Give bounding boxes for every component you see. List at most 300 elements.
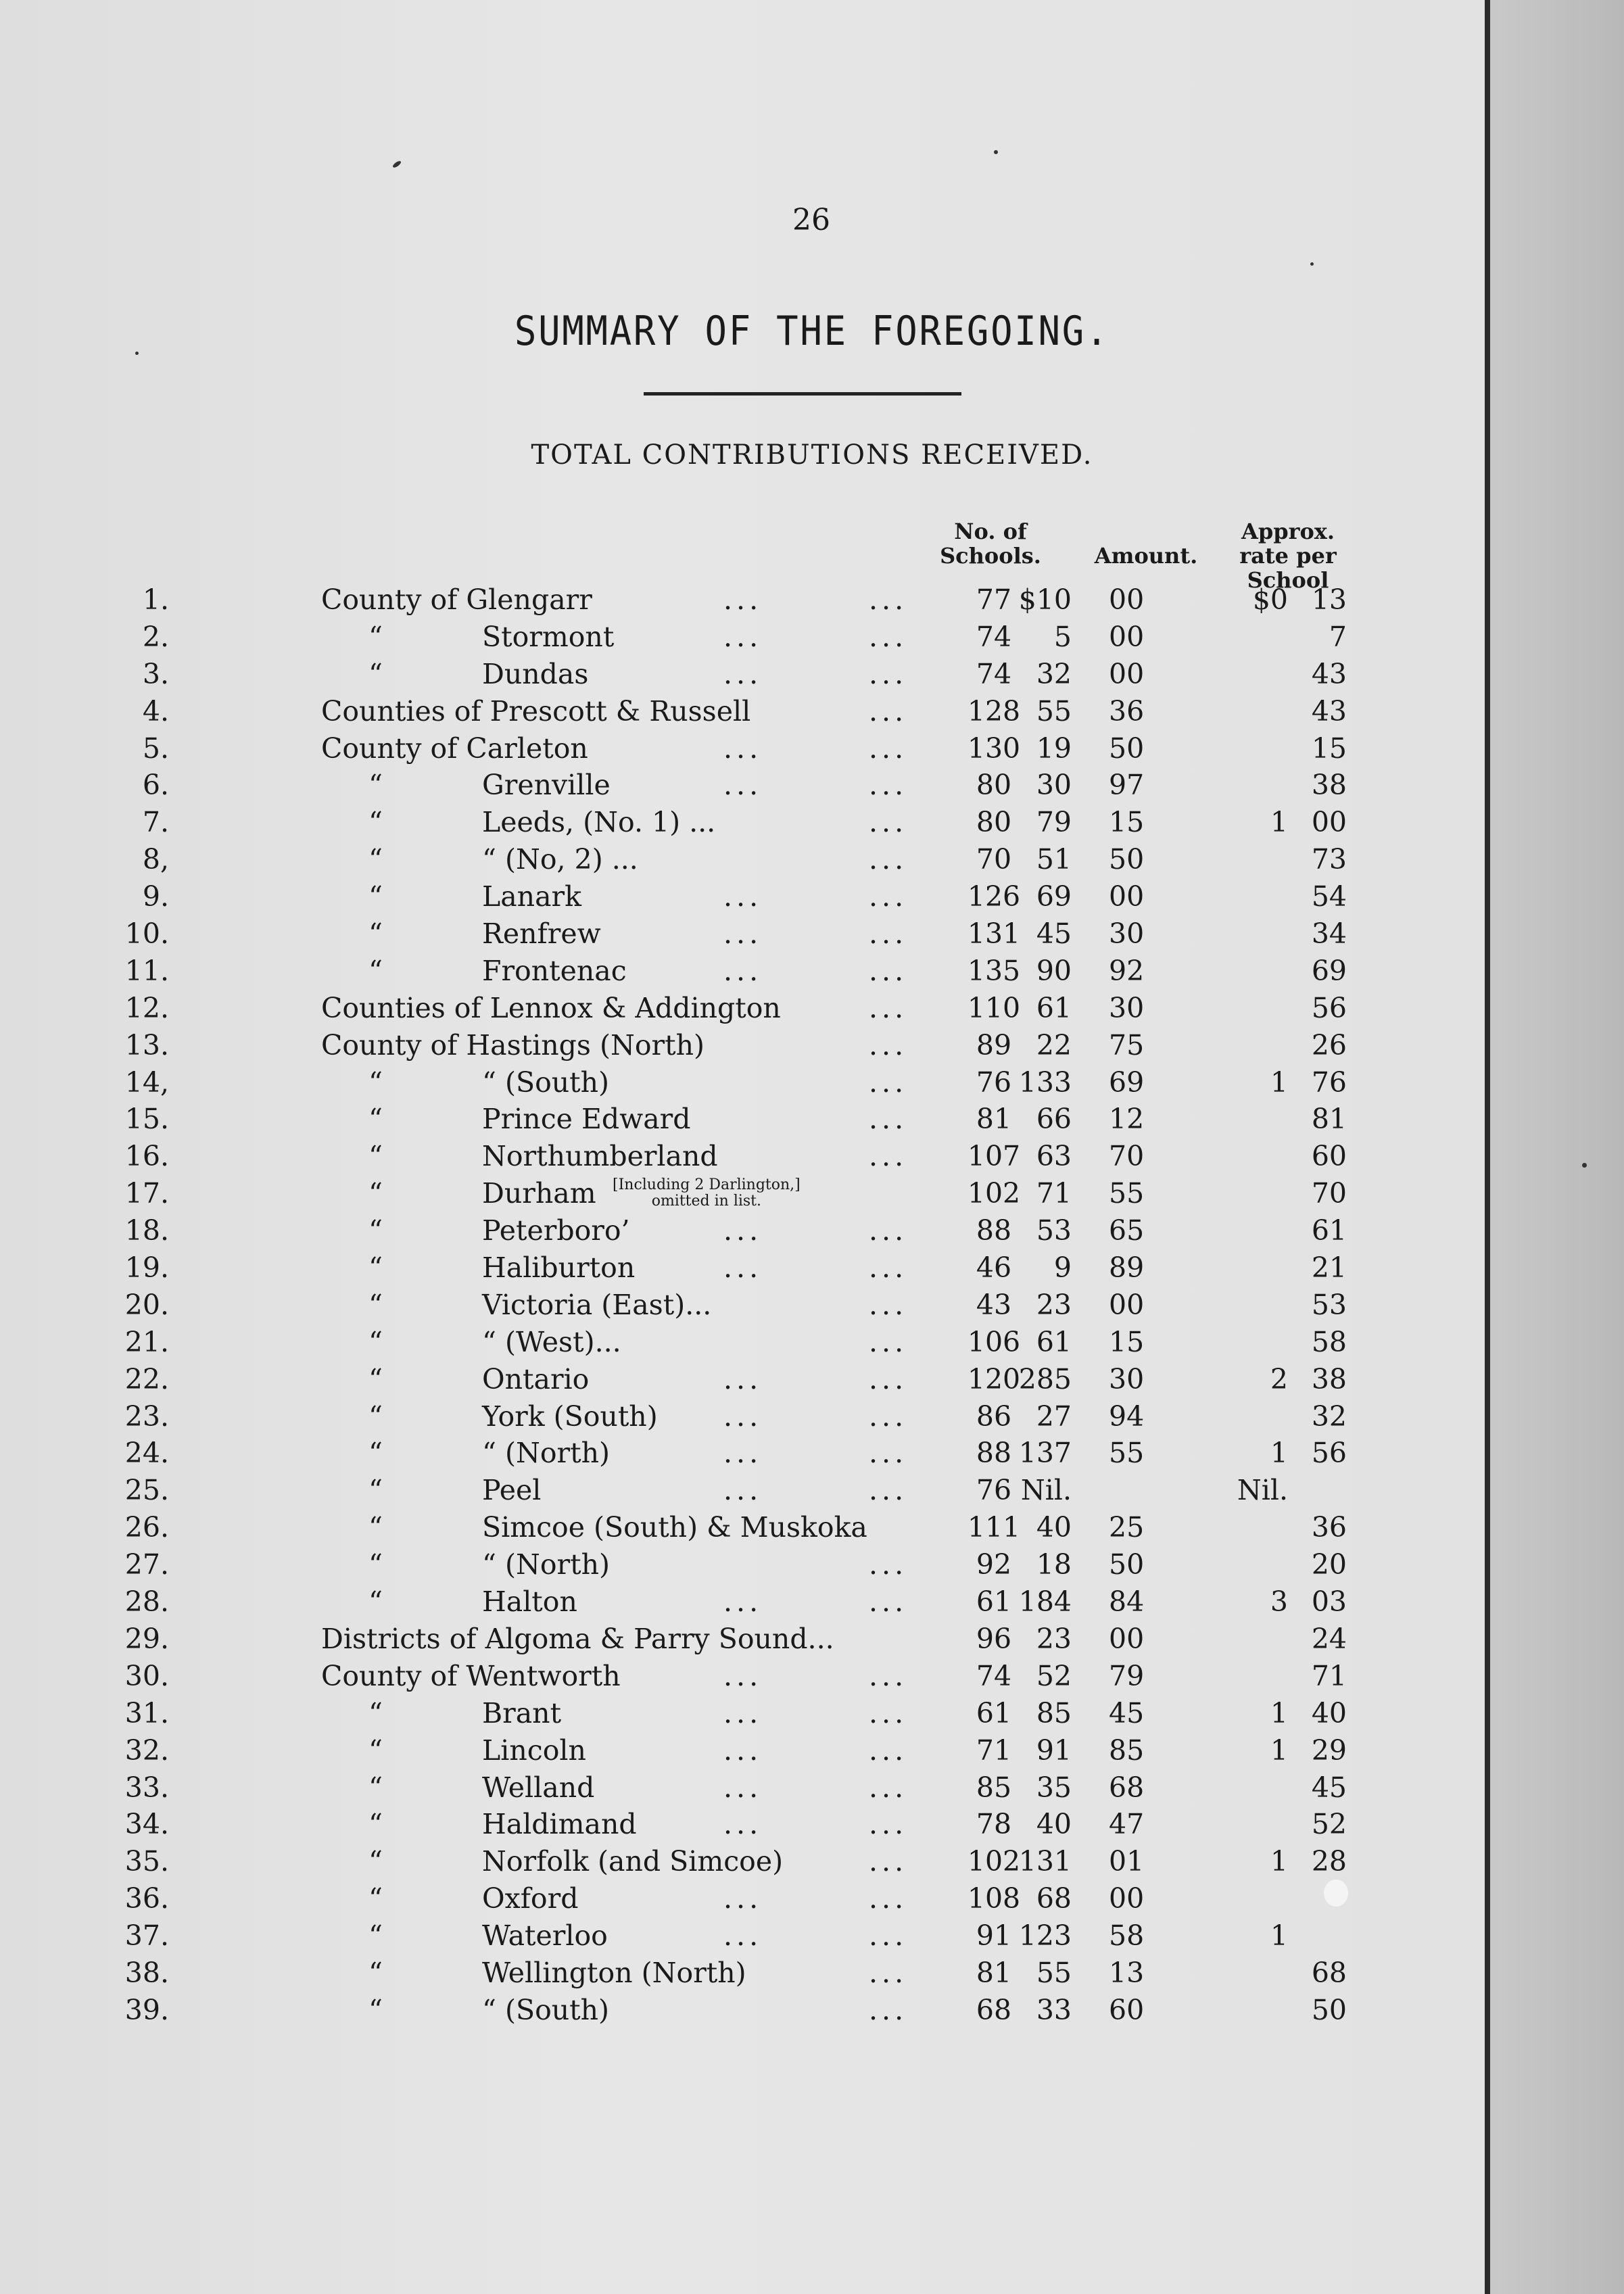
amount-dollars: 45: [1036, 917, 1072, 951]
ditto-mark: “: [368, 1251, 383, 1285]
amount-dollars: 27: [1036, 1400, 1072, 1433]
leader-dots: ...: [869, 1140, 908, 1173]
schools-count: 61: [976, 1585, 1012, 1619]
district-name: Durham: [482, 1177, 596, 1210]
district-name: Renfrew: [482, 917, 601, 951]
leader-dots: ...: [723, 1585, 763, 1619]
leader-dots: ...: [723, 657, 763, 690]
table-row: [0, 1732, 1487, 1769]
rate-cents: 54: [1311, 880, 1347, 913]
ditto-mark: “: [368, 1771, 383, 1804]
amount-cents: 00: [1109, 880, 1145, 913]
table-row: [0, 730, 1487, 767]
district-name: Frontenac: [482, 954, 627, 987]
amount-dollars: 52: [1036, 1659, 1072, 1692]
leader-dots: ...: [869, 1325, 908, 1358]
amount-dollars: 30: [1036, 769, 1072, 802]
ditto-mark: “: [368, 1511, 383, 1544]
amount-cents: 00: [1109, 1288, 1145, 1321]
rate-cents: 38: [1311, 1362, 1347, 1395]
leader-dots: ...: [869, 1734, 908, 1767]
rate-cents: 03: [1311, 1585, 1347, 1619]
amount-dollars: 51: [1036, 843, 1072, 876]
row-number: 29.: [124, 1622, 169, 1655]
footnote-bracket: [613, 1177, 801, 1210]
amount-dollars: 53: [1036, 1214, 1072, 1247]
contributions-table: [0, 581, 1487, 2029]
row-number: 18.: [124, 1214, 169, 1247]
leader-dots: ...: [723, 917, 763, 951]
schools-count: 81: [976, 1103, 1012, 1136]
leader-dots: ...: [869, 1362, 908, 1395]
ditto-mark: “: [368, 1288, 383, 1321]
rate-cents: 43: [1311, 694, 1347, 727]
row-number: 20.: [124, 1288, 169, 1321]
ditto-mark: “: [368, 1548, 383, 1581]
district-name: Districts of Algoma & Parry Sound...: [321, 1622, 834, 1655]
ditto-mark: “: [368, 954, 383, 987]
row-number: 12.: [124, 991, 169, 1024]
ditto-mark: “: [368, 1103, 383, 1136]
leader-dots: ...: [869, 991, 908, 1024]
amount-cents: 70: [1109, 1140, 1145, 1173]
district-name: Brant: [482, 1696, 562, 1729]
leader-dots: ...: [723, 583, 763, 616]
rate-dollars: 1: [1270, 1066, 1288, 1099]
table-row: [0, 1287, 1487, 1324]
district-name: Lincoln: [482, 1734, 586, 1767]
ditto-mark: “: [368, 1066, 383, 1099]
leader-dots: ...: [723, 1734, 763, 1767]
schools-count: 89: [976, 1028, 1012, 1061]
row-number: 7.: [142, 806, 169, 839]
district-name: Ontario: [482, 1362, 590, 1395]
row-number: 8,: [142, 843, 169, 876]
rate-cents: 40: [1311, 1696, 1347, 1729]
header-schools-line: No. of: [954, 519, 1027, 544]
table-row: [0, 1472, 1487, 1509]
leader-dots: ...: [869, 1696, 908, 1729]
row-number: 35.: [124, 1845, 169, 1878]
schools-count: 76: [976, 1066, 1012, 1099]
leader-dots: ...: [869, 1103, 908, 1136]
district-name: Counties of Lennox & Addington: [321, 991, 781, 1024]
rate-cents: 24: [1311, 1622, 1347, 1655]
row-number: 15.: [124, 1103, 169, 1136]
table-row: [0, 1695, 1487, 1732]
leader-dots: ...: [723, 1362, 763, 1395]
district-name: Dundas: [482, 657, 589, 690]
amount-cents: 55: [1109, 1437, 1145, 1470]
rate-dollars: 2: [1270, 1362, 1288, 1395]
ditto-mark: “: [368, 917, 383, 951]
amount-cents: 00: [1109, 620, 1145, 653]
table-row: [0, 1880, 1487, 1917]
amount-cents: 75: [1109, 1028, 1145, 1061]
row-number: 1.: [142, 583, 169, 616]
schools-count: 96: [976, 1622, 1012, 1655]
ditto-mark: “: [368, 880, 383, 913]
table-row: [0, 841, 1487, 878]
schools-count: 74: [976, 1659, 1012, 1692]
leader-dots: ...: [869, 583, 908, 616]
schools-count: 130: [967, 732, 1021, 765]
schools-count: 81: [976, 1956, 1012, 1989]
amount-cents: 50: [1109, 1548, 1145, 1581]
table-row: [0, 767, 1487, 804]
amount-cents: 25: [1109, 1511, 1145, 1544]
leader-dots: ...: [869, 1585, 908, 1619]
amount-dollars: 61: [1036, 1325, 1072, 1358]
schools-count: 108: [967, 1882, 1021, 1915]
table-row: [0, 1621, 1487, 1658]
rate-cents: 15: [1311, 732, 1347, 765]
amount-dollars: 19: [1036, 732, 1072, 765]
row-number: 28.: [124, 1585, 169, 1619]
schools-count: 74: [976, 620, 1012, 653]
rate-dollars: 1: [1270, 1845, 1288, 1878]
page-number: 26: [792, 203, 830, 237]
rate-cents: 21: [1311, 1251, 1347, 1285]
schools-count: 102: [967, 1177, 1021, 1210]
amount-cents: 15: [1109, 806, 1145, 839]
district-name: Prince Edward: [482, 1103, 691, 1136]
schools-count: 106: [967, 1325, 1021, 1358]
amount-cents: 00: [1109, 1882, 1145, 1915]
amount-dollars: 9: [1053, 1251, 1072, 1285]
leader-dots: ...: [723, 1808, 763, 1841]
leader-dots: ...: [869, 1288, 908, 1321]
row-number: 6.: [142, 769, 169, 802]
district-name: Waterloo: [482, 1919, 608, 1953]
table-row: [0, 915, 1487, 953]
row-number: 26.: [124, 1511, 169, 1544]
amount-dollars: 23: [1036, 1288, 1072, 1321]
ditto-mark: “: [368, 1140, 383, 1173]
amount-dollars: 22: [1036, 1028, 1072, 1061]
district-name: “ (West)...: [482, 1325, 621, 1358]
amount-dollars: 66: [1036, 1103, 1072, 1136]
rate-dollars: Nil.: [1237, 1474, 1288, 1507]
rate-cents: 26: [1311, 1028, 1347, 1061]
district-name: Grenville: [482, 769, 611, 802]
schools-count: 71: [976, 1734, 1012, 1767]
amount-dollars: 131: [1018, 1845, 1072, 1878]
ink-speck: [994, 150, 998, 154]
rate-cents: 38: [1311, 769, 1347, 802]
district-name: Haliburton: [482, 1251, 636, 1285]
leader-dots: ...: [869, 843, 908, 876]
header-rate-line: Approx.: [1241, 519, 1335, 544]
schools-count: 128: [967, 694, 1021, 727]
leader-dots: ...: [869, 1400, 908, 1433]
rate-cents: 69: [1311, 954, 1347, 987]
schools-count: 77: [976, 583, 1012, 616]
table-row: [0, 1175, 1487, 1212]
rate-cents: 53: [1311, 1288, 1347, 1321]
rate-dollars: 1: [1270, 1696, 1288, 1729]
leader-dots: ...: [869, 1214, 908, 1247]
schools-count: 120: [967, 1362, 1021, 1395]
leader-dots: ...: [869, 1808, 908, 1841]
rate-cents: 81: [1311, 1103, 1347, 1136]
rate-cents: 20: [1311, 1548, 1347, 1581]
ditto-mark: “: [368, 1808, 383, 1841]
amount-cents: 60: [1109, 1993, 1145, 2026]
table-row: [0, 1361, 1487, 1398]
amount-dollars: 23: [1036, 1622, 1072, 1655]
rate-dollars: 1: [1270, 1919, 1288, 1953]
amount-dollars: 85: [1036, 1696, 1072, 1729]
rate-cents: 71: [1311, 1659, 1347, 1692]
leader-dots: ...: [869, 620, 908, 653]
amount-cents: 94: [1109, 1400, 1145, 1433]
leader-dots: ...: [723, 1251, 763, 1285]
schools-count: 74: [976, 657, 1012, 690]
ditto-mark: “: [368, 843, 383, 876]
schools-count: 135: [967, 954, 1021, 987]
amount-dollars: 68: [1036, 1882, 1072, 1915]
row-number: 38.: [124, 1956, 169, 1989]
leader-dots: ...: [869, 1437, 908, 1470]
leader-dots: ...: [869, 1993, 908, 2026]
amount-cents: 69: [1109, 1066, 1145, 1099]
district-name: York (South): [482, 1400, 658, 1433]
ditto-mark: “: [368, 1734, 383, 1767]
leader-dots: ...: [869, 1919, 908, 1953]
leader-dots: ...: [869, 1882, 908, 1915]
schools-count: 78: [976, 1808, 1012, 1841]
amount-dollars: 91: [1036, 1734, 1072, 1767]
amount-dollars: 55: [1036, 1956, 1072, 1989]
schools-count: 126: [967, 880, 1021, 913]
ditto-mark: “: [368, 1325, 383, 1358]
table-row: [0, 1509, 1487, 1546]
district-name: County of Carleton: [321, 732, 588, 765]
table-row: [0, 1546, 1487, 1583]
amount-cents: 68: [1109, 1771, 1145, 1804]
district-name: Stormont: [482, 620, 615, 653]
amount-cents: 55: [1109, 1177, 1145, 1210]
leader-dots: ...: [869, 657, 908, 690]
amount-dollars: 5: [1053, 620, 1072, 653]
ditto-mark: “: [368, 1437, 383, 1470]
district-name: Northumberland: [482, 1140, 718, 1173]
rate-cents: 56: [1311, 1437, 1347, 1470]
amount-dollars: 55: [1036, 694, 1072, 727]
table-row: [0, 1064, 1487, 1101]
header-amount-line: Amount.: [1094, 543, 1198, 569]
row-number: 3.: [142, 657, 169, 690]
amount-dollars: 61: [1036, 991, 1072, 1024]
table-row: [0, 953, 1487, 990]
table-row: [0, 1917, 1487, 1955]
amount-dollars: 90: [1036, 954, 1072, 987]
rate-cents: 73: [1311, 843, 1347, 876]
amount-cents: 15: [1109, 1325, 1145, 1358]
row-number: 25.: [124, 1474, 169, 1507]
leader-dots: ...: [723, 1214, 763, 1247]
district-name: Oxford: [482, 1882, 579, 1915]
leader-dots: ...: [869, 1771, 908, 1804]
amount-cents: 00: [1109, 1622, 1145, 1655]
leader-dots: ...: [869, 954, 908, 987]
row-number: 16.: [124, 1140, 169, 1173]
table-row: [0, 619, 1487, 656]
amount-cents: 00: [1109, 657, 1145, 690]
amount-dollars: 137: [1018, 1437, 1072, 1470]
amount-dollars: 184: [1018, 1585, 1072, 1619]
amount-cents: 45: [1109, 1696, 1145, 1729]
amount-dollars: 32: [1036, 657, 1072, 690]
district-name: “ (North): [482, 1548, 611, 1581]
rate-dollars: 1: [1270, 1437, 1288, 1470]
ditto-mark: “: [368, 1177, 383, 1210]
leader-dots: ...: [723, 1659, 763, 1692]
district-name: Lanark: [482, 880, 581, 913]
rate-dollars: 1: [1270, 1734, 1288, 1767]
amount-dollars: 71: [1036, 1177, 1072, 1210]
schools-count: 92: [976, 1548, 1012, 1581]
leader-dots: ...: [869, 806, 908, 839]
amount-cents: 50: [1109, 732, 1145, 765]
rate-cents: 29: [1311, 1734, 1347, 1767]
schools-count: 91: [976, 1919, 1012, 1953]
table-row: [0, 1955, 1487, 1992]
district-name: Peel: [482, 1474, 542, 1507]
amount-cents: 47: [1109, 1808, 1145, 1841]
table-row: [0, 1324, 1487, 1361]
schools-count: 70: [976, 843, 1012, 876]
leader-dots: ...: [869, 1474, 908, 1507]
district-name: Haldimand: [482, 1808, 637, 1841]
leader-dots: ...: [723, 1437, 763, 1470]
table-row: [0, 1806, 1487, 1843]
header-amount: [1072, 544, 1220, 568]
leader-dots: ...: [869, 1659, 908, 1692]
row-number: 11.: [124, 954, 169, 987]
rate-dollars: 3: [1270, 1585, 1288, 1619]
row-number: 36.: [124, 1882, 169, 1915]
district-name: Wellington (North): [482, 1956, 746, 1989]
amount-cents: 36: [1109, 694, 1145, 727]
table-row: [0, 1398, 1487, 1435]
rate-cents: 76: [1311, 1066, 1347, 1099]
schools-count: 61: [976, 1696, 1012, 1729]
schools-count: 107: [967, 1140, 1021, 1173]
table-row: [0, 804, 1487, 841]
table-row: [0, 1027, 1487, 1064]
amount-cents: 85: [1109, 1734, 1145, 1767]
table-row: [0, 1138, 1487, 1175]
district-name: Victoria (East)...: [482, 1288, 712, 1321]
header-schools: [930, 519, 1051, 568]
leader-dots: ...: [723, 1696, 763, 1729]
leader-dots: ...: [723, 1400, 763, 1433]
ditto-mark: “: [368, 806, 383, 839]
ditto-mark: “: [368, 1214, 383, 1247]
leader-dots: ...: [723, 1771, 763, 1804]
ditto-mark: “: [368, 1956, 383, 1989]
schools-count: 68: [976, 1993, 1012, 2026]
district-name: “ (North): [482, 1437, 611, 1470]
schools-count: 88: [976, 1214, 1012, 1247]
amount-cents: 65: [1109, 1214, 1145, 1247]
district-name: Norfolk (and Simcoe): [482, 1845, 784, 1878]
ditto-mark: “: [368, 657, 383, 690]
rate-cents: 43: [1311, 657, 1347, 690]
district-name: “ (South): [482, 1066, 610, 1099]
amount-cents: 01: [1109, 1845, 1145, 1878]
leader-dots: ...: [869, 1251, 908, 1285]
amount-dollars: 35: [1036, 1771, 1072, 1804]
leader-dots: ...: [723, 954, 763, 987]
leader-dots: ...: [869, 769, 908, 802]
schools-count: 111: [967, 1511, 1021, 1544]
rate-cents: 52: [1311, 1808, 1347, 1841]
row-number: 34.: [124, 1808, 169, 1841]
row-number: 31.: [124, 1696, 169, 1729]
district-name: “ (South): [482, 1993, 610, 2026]
leader-dots: ...: [723, 1882, 763, 1915]
ditto-mark: “: [368, 1585, 383, 1619]
row-number: 33.: [124, 1771, 169, 1804]
rate-cents: 58: [1311, 1325, 1347, 1358]
amount-dollars: 79: [1036, 806, 1072, 839]
rate-cents: 60: [1311, 1140, 1347, 1173]
schools-count: 102: [967, 1845, 1021, 1878]
table-row: [0, 1101, 1487, 1138]
district-name: Simcoe (South) & Muskoka: [482, 1511, 867, 1544]
table-row: [0, 581, 1487, 619]
ditto-mark: “: [368, 1845, 383, 1878]
schools-count: 131: [967, 917, 1021, 951]
ink-speck: [1310, 262, 1314, 266]
ditto-mark: “: [368, 769, 383, 802]
rate-cents: 61: [1311, 1214, 1347, 1247]
ink-speck: [1582, 1163, 1587, 1168]
amount-cents: 12: [1109, 1103, 1145, 1136]
leader-dots: ...: [869, 694, 908, 727]
amount-dollars: 285: [1018, 1362, 1072, 1395]
table-row: [0, 1843, 1487, 1880]
amount-cents: 58: [1109, 1919, 1145, 1953]
footnote-line: omitted in list.: [651, 1193, 762, 1210]
row-number: 30.: [124, 1659, 169, 1692]
schools-count: 80: [976, 806, 1012, 839]
row-number: 39.: [124, 1993, 169, 2026]
footnote-line: [Including 2 Darlington,]: [613, 1176, 801, 1194]
table-row: [0, 693, 1487, 730]
rate-cents: 13: [1311, 583, 1347, 616]
schools-count: 86: [976, 1400, 1012, 1433]
district-name: County of Glengarr: [321, 583, 592, 616]
table-row: [0, 990, 1487, 1027]
row-number: 10.: [124, 917, 169, 951]
schools-count: 88: [976, 1437, 1012, 1470]
table-row: [0, 1583, 1487, 1621]
rate-cents: 50: [1311, 1993, 1347, 2026]
amount-dollars: 133: [1018, 1066, 1072, 1099]
amount-cents: 30: [1109, 991, 1145, 1024]
amount-dollars: 40: [1036, 1808, 1072, 1841]
rate-cents: 00: [1311, 806, 1347, 839]
amount-dollars: 69: [1036, 880, 1072, 913]
amount-cents: 89: [1109, 1251, 1145, 1285]
leader-dots: ...: [723, 620, 763, 653]
schools-count: 76: [976, 1474, 1012, 1507]
schools-count: 80: [976, 769, 1012, 802]
